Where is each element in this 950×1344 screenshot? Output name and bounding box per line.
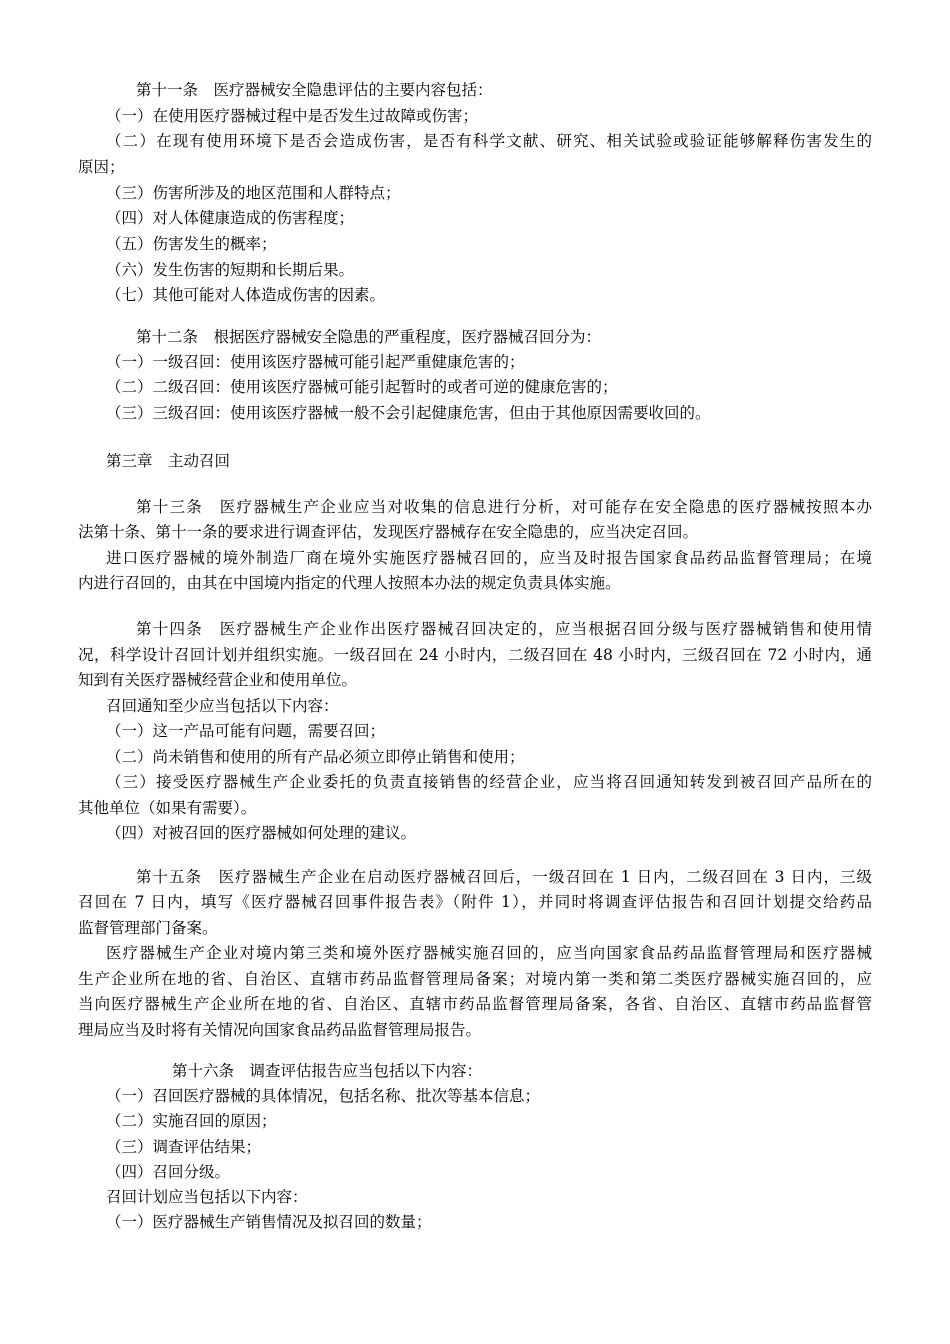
- article-13-line-2: 法第十条、第十一条的要求进行调查评估，发现医疗器械存在安全隐患的，应当决定召回。: [78, 523, 699, 541]
- article-13-line-1: 第十三条 医疗器械生产企业应当对收集的信息进行分析，对可能存在安全隐患的医疗器械按照本办: [136, 498, 872, 516]
- article-16-item-4: （四）召回分级。: [106, 1163, 231, 1181]
- article-11-item-2-cont: 原因；: [78, 158, 125, 176]
- article-15-para-2-line-4: 理局应当及时将有关情况向国家食品药品监督管理局报告。: [78, 1021, 482, 1039]
- article-16-item-1: （一）召回医疗器械的具体情况，包括名称、批次等基本信息；: [106, 1087, 541, 1105]
- article-11-item-4: （四）对人体健康造成的伤害程度；: [106, 209, 355, 227]
- article-15-line-1: 第十五条 医疗器械生产企业在启动医疗器械召回后，一级召回在 1 日内，二级召回在 3 日内，三级: [136, 868, 872, 886]
- article-13-para-2-line-2: 内进行召回的，由其在中国境内指定的代理人按照本办法的规定负责具体实施。: [78, 574, 621, 592]
- article-11-item-3: （三）伤害所涉及的地区范围和人群特点；: [106, 184, 401, 202]
- article-12-item-2: （二）二级召回：使用该医疗器械可能引起暂时的或者可逆的健康危害的；: [106, 378, 618, 396]
- recall-notice-item-3-cont: 其他单位（如果有需要）。: [78, 799, 257, 817]
- article-15-para-2-line-3: 当向医疗器械生产企业所在地的省、自治区、直辖市药品监督管理局备案，各省、自治区、直辖市药品监督管: [78, 995, 872, 1013]
- article-14-line-3: 知到有关医疗器械经营企业和使用单位。: [78, 671, 358, 689]
- article-15-para-2-line-2: 生产企业所在地的省、自治区、直辖市药品监督管理局备案；对境内第一类和第二类医疗器械实施召回的，应: [78, 970, 872, 988]
- recall-notice-item-3: （三）接受医疗器械生产企业委托的负责直接销售的经营企业，应当将召回通知转发到被召回产品所在的: [106, 773, 872, 791]
- article-16-heading: 第十六条 调查评估报告应当包括以下内容：: [172, 1062, 483, 1080]
- recall-plan-item-1: （一）医疗器械生产销售情况及拟召回的数量；: [106, 1213, 432, 1231]
- recall-notice-item-2: （二）尚未销售和使用的所有产品必须立即停止销售和使用；: [106, 748, 525, 766]
- article-12-heading: 第十二条 根据医疗器械安全隐患的严重程度，医疗器械召回分为：: [136, 328, 602, 346]
- recall-notice-heading: 召回通知至少应当包括以下内容：: [106, 697, 339, 715]
- article-12-item-3: （三）三级召回：使用该医疗器械一般不会引起健康危害，但由于其他原因需要收回的。: [106, 404, 711, 422]
- article-16-item-3: （三）调查评估结果；: [106, 1138, 262, 1156]
- article-15-para-2-line-1: 医疗器械生产企业对境内第三类和境外医疗器械实施召回的，应当向国家食品药品监督管理局和医疗器械: [106, 944, 872, 962]
- recall-notice-item-1: （一）这一产品可能有问题，需要召回；: [106, 722, 386, 740]
- recall-plan-heading: 召回计划应当包括以下内容：: [106, 1188, 308, 1206]
- article-14-line-1: 第十四条 医疗器械生产企业作出医疗器械召回决定的，应当根据召回分级与医疗器械销售和使用情: [136, 620, 872, 638]
- chapter-3-heading: 第三章 主动召回: [106, 452, 231, 470]
- article-11-item-5: （五）伤害发生的概率；: [106, 235, 277, 253]
- article-14-line-2: 况，科学设计召回计划并组织实施。一级召回在 24 小时内，二级召回在 48 小时内，三级召回在 72 小时内，通: [78, 646, 872, 664]
- article-13-para-2-line-1: 进口医疗器械的境外制造厂商在境外实施医疗器械召回的，应当及时报告国家食品药品监督管理局；在境: [106, 549, 872, 567]
- article-12-item-1: （一）一级召回：使用该医疗器械可能引起严重健康危害的；: [106, 353, 525, 371]
- article-11-item-7: （七）其他可能对人体造成伤害的因素。: [106, 286, 386, 304]
- article-11-item-1: （一）在使用医疗器械过程中是否发生过故障或伤害；: [106, 107, 479, 125]
- article-16-item-2: （二）实施召回的原因；: [106, 1112, 277, 1130]
- article-11-item-2: （二）在现有使用环境下是否会造成伤害，是否有科学文献、研究、相关试验或验证能够解释伤害发生的: [106, 132, 872, 150]
- article-11-item-6: （六）发生伤害的短期和长期后果。: [106, 261, 355, 279]
- article-15-line-3: 监督管理部门备案。: [78, 919, 218, 937]
- article-11-heading: 第十一条 医疗器械安全隐患评估的主要内容包括：: [136, 81, 493, 99]
- recall-notice-item-4: （四）对被召回的医疗器械如何处理的建议。: [106, 824, 417, 842]
- article-15-line-2: 召回在 7 日内，填写《医疗器械召回事件报告表》（附件 1），并同时将调查评估报告和召回计划提交给药品: [78, 893, 872, 911]
